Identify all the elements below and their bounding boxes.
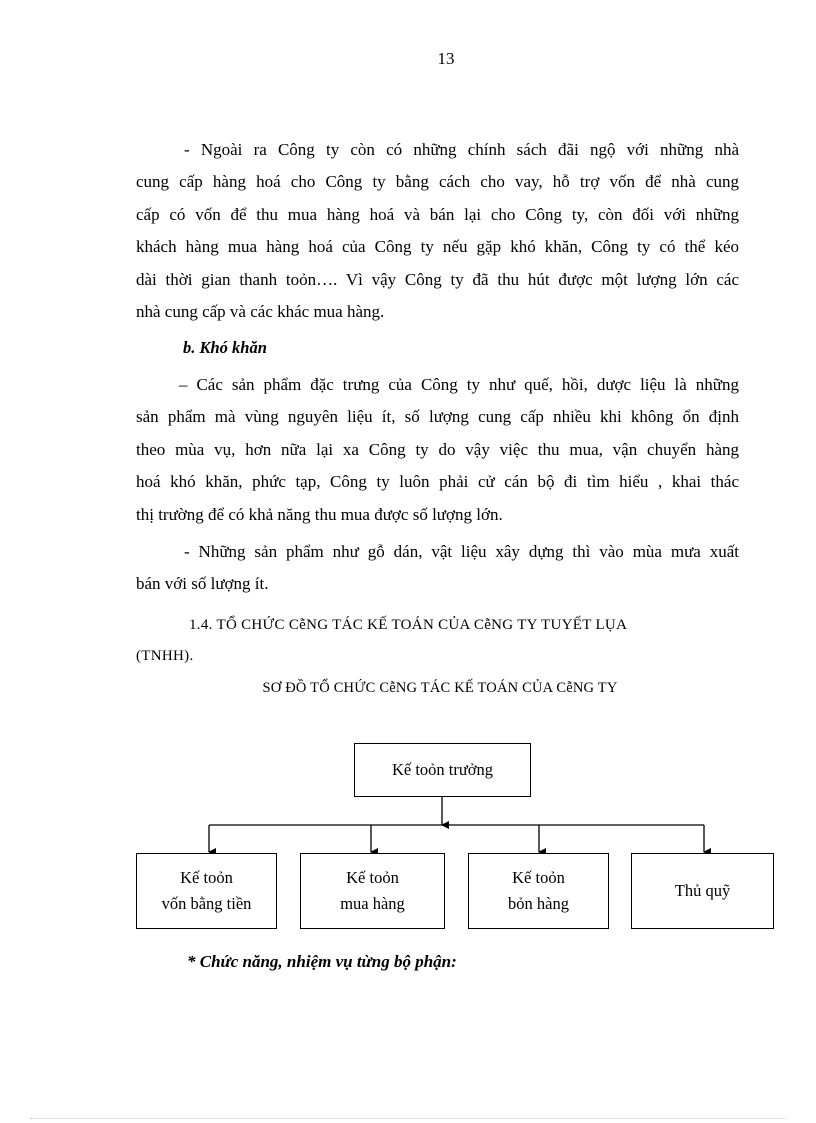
text-line: sản phẩm mà vùng nguyên liệu ít, số lượng cung cấp nhiều khi không ổn định <box>136 407 739 427</box>
org-node-label: Kế toỏn trưởng <box>391 760 494 779</box>
section-title-line: (TNHH). <box>136 648 194 664</box>
org-node-sales-accountant <box>468 853 609 929</box>
text-line: – Các sản phẩm đặc trưng của Công ty như quế, hồi, dược liệu là những <box>179 375 739 394</box>
text-line: hoá khó khăn, phức tạp, Công ty luôn phải cử cán bộ đi tìm hiểu , khai thác <box>136 472 739 492</box>
text-line: nhà cung cấp và các khác mua hàng. <box>136 302 385 322</box>
text-line: - Những sản phẩm như gỗ dán, vật liệu xây dựng thì vào mùa mưa xuất <box>184 542 739 561</box>
functions-heading: * Chức năng, nhiệm vụ từng bộ phận: <box>187 952 457 971</box>
page-number: 13 <box>437 49 455 68</box>
org-node-cash-accountant <box>136 853 277 929</box>
text-line: dài thời gian thanh toỏn…. Vì vậy Công ty đã thu hút được một lượng lớn các <box>136 269 739 289</box>
org-chart-title: SƠ ĐỒ TỔ CHỨC CễNG TÁC KẾ TOÁN CỦA CễNG TY <box>262 680 618 696</box>
text-line: - Ngoài ra Công ty còn có những chính sách đãi ngộ với những nhà <box>184 140 739 159</box>
org-node-label: Kế toỏn <box>180 868 233 887</box>
page-bottom-rule <box>30 1118 786 1119</box>
text-line: khách hàng mua hàng hoá của Công ty nếu gặp khó khăn, Công ty có thể kéo <box>136 237 739 257</box>
org-node-purchase-accountant <box>300 853 445 929</box>
org-node-chief-accountant <box>354 743 531 797</box>
text-line: thị trường để có khả năng thu mua được số lượng lớn. <box>136 504 503 524</box>
text-line: theo mùa vụ, hơn nữa lại xa Công ty do vậy việc thu mua, vận chuyển hàng <box>136 439 739 459</box>
org-node-treasurer <box>631 853 774 929</box>
org-node-label: Kế toỏn <box>512 868 565 887</box>
text-line: cấp có vốn để thu mua hàng hoá và bán lại cho Công ty, còn đối với những <box>136 204 739 224</box>
org-node-label: Thủ quỹ <box>674 881 731 900</box>
section-title-line: 1.4. TỔ CHỨC CễNG TÁC KẾ TOÁN CỦA CễNG TY TUYẾT LỤA <box>189 617 628 633</box>
heading-difficulties: b. Khó khăn <box>183 338 267 357</box>
org-node-label: Kế toỏn <box>346 868 399 887</box>
text-line: bán với số lượng ít. <box>136 574 269 594</box>
org-node-label: mua hàng <box>340 894 405 913</box>
org-node-label: vốn bằng tiền <box>161 894 252 913</box>
text-line: cung cấp hàng hoá cho Công ty bằng cách cho vay, hỗ trợ vốn để nhà cung <box>136 172 739 192</box>
org-node-label: bỏn hàng <box>508 894 569 913</box>
